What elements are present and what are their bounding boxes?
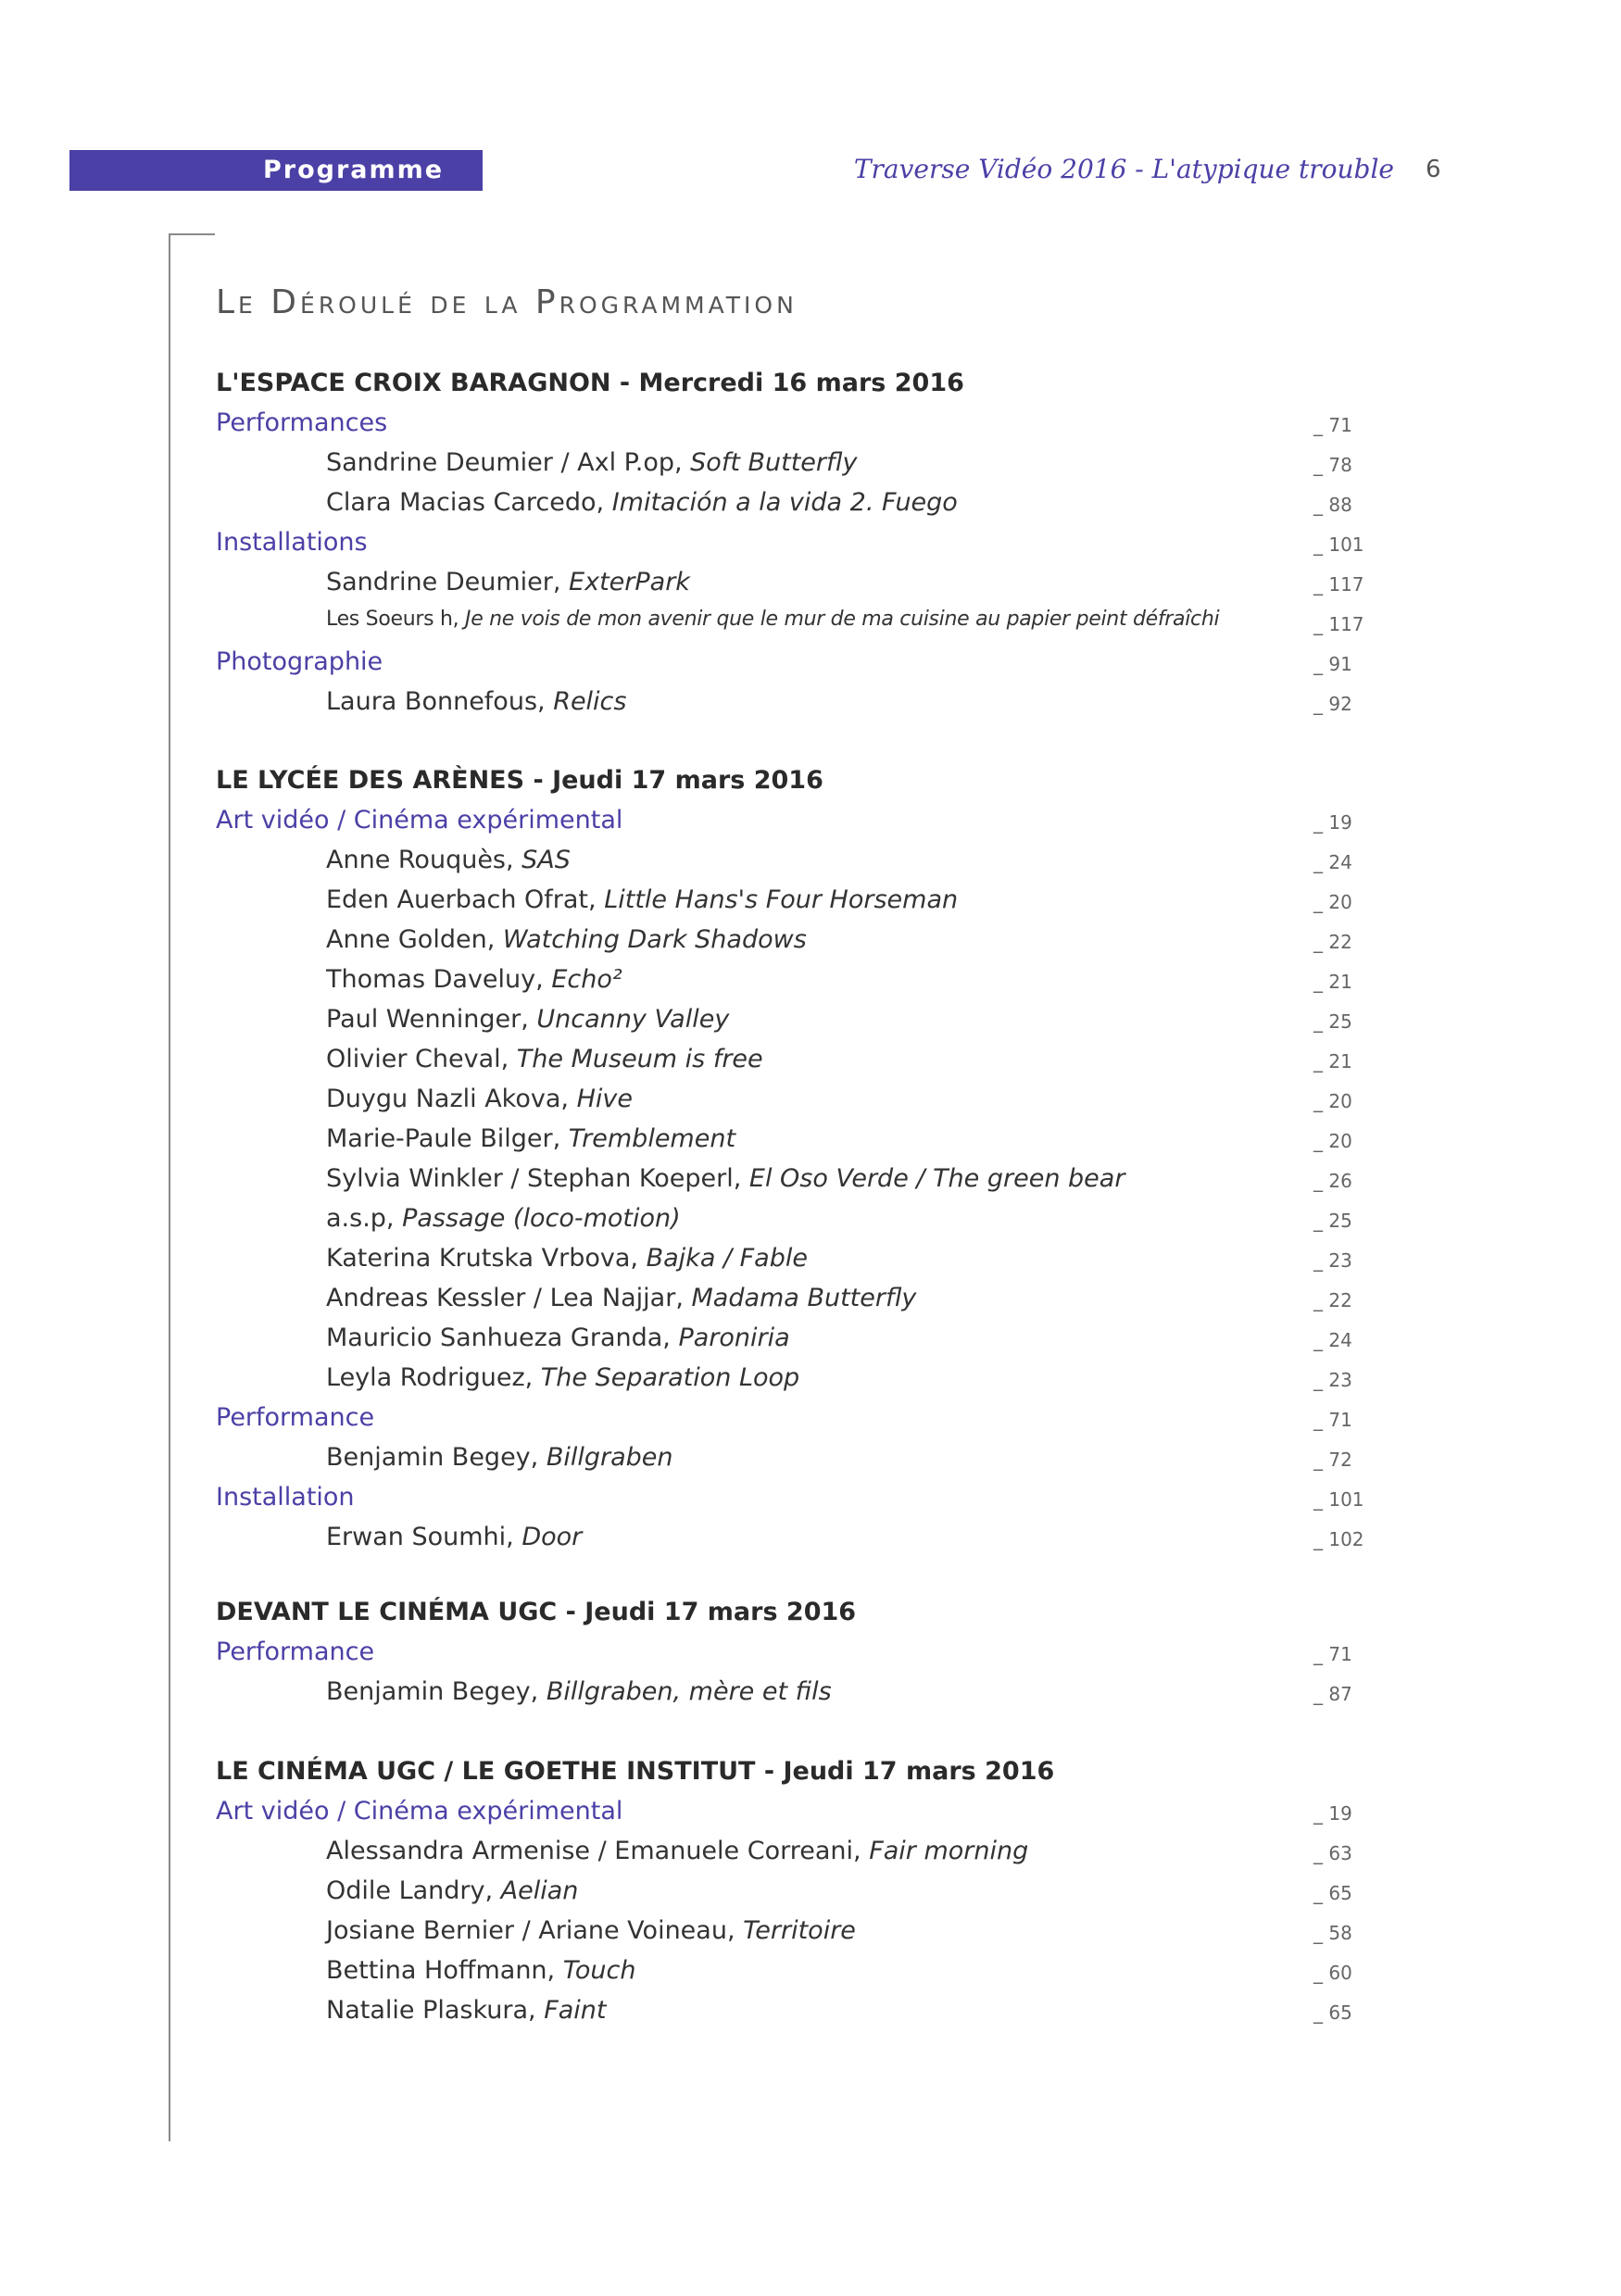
page-ref: _ 20 xyxy=(1313,1090,1352,1112)
artist-name: Mauricio Sanhueza Granda, xyxy=(326,1324,679,1352)
page-ref: _ 20 xyxy=(1313,1130,1352,1152)
entry-text xyxy=(326,1164,1125,1193)
page-ref: _ 25 xyxy=(1313,1010,1352,1033)
programme-entry xyxy=(0,1677,1621,1716)
programme-entry xyxy=(0,1523,1621,1562)
artist-name: Josiane Bernier / Ariane Voineau, xyxy=(326,1916,744,1945)
work-title: Territoire xyxy=(743,1916,856,1945)
artist-name: Sylvia Winkler / Stephan Koeperl, xyxy=(326,1164,749,1193)
work-title: Soft Butterfly xyxy=(690,448,858,477)
programme-entry xyxy=(0,1124,1621,1163)
programme-entry xyxy=(0,1876,1621,1915)
entry-text xyxy=(326,1085,633,1113)
entry-text xyxy=(326,1045,763,1073)
programme-entry xyxy=(0,1324,1621,1362)
page-ref: _ 22 xyxy=(1313,1289,1352,1311)
artist-name: Natalie Plaskura, xyxy=(326,1996,545,2025)
venue-heading xyxy=(0,1598,1621,1637)
entry-text xyxy=(326,488,958,517)
page-ref: _ 23 xyxy=(1313,1369,1352,1391)
category-heading xyxy=(0,408,1621,447)
work-title: Bajka / Fable xyxy=(646,1244,808,1273)
venue-title: LE CINÉMA UGC / LE GOETHE INSTITUT - Jeudi 17 mars 2016 xyxy=(216,1757,1055,1786)
work-title: Aelian xyxy=(500,1876,579,1905)
category-label: Art vidéo / Cinéma expérimental xyxy=(216,1797,623,1826)
page-ref: _ 24 xyxy=(1313,851,1352,873)
page-ref: _ 22 xyxy=(1313,931,1352,953)
entry-text xyxy=(326,1837,1028,1865)
page-ref: _ 63 xyxy=(1313,1842,1352,1864)
work-title: Paroniria xyxy=(678,1324,790,1352)
work-title: Passage (loco-motion) xyxy=(402,1204,681,1233)
work-title: Hive xyxy=(576,1085,633,1113)
venue-title: L'ESPACE CROIX BARAGNON - Mercredi 16 mars 2016 xyxy=(216,369,964,397)
page-ref: _ 117 xyxy=(1313,573,1364,596)
artist-name: Katerina Krutska Vrbova, xyxy=(326,1244,647,1273)
page-ref: _ 21 xyxy=(1313,1050,1352,1073)
programme-entry xyxy=(0,1443,1621,1482)
venue-heading xyxy=(0,1757,1621,1796)
programme-entry xyxy=(0,965,1621,1004)
work-title: Little Hans's Four Horseman xyxy=(604,885,959,914)
page-ref: _ 72 xyxy=(1313,1449,1352,1471)
page-ref: _ 20 xyxy=(1313,891,1352,913)
page-ref: _ 19 xyxy=(1313,1802,1352,1825)
entry-text xyxy=(326,1677,832,1706)
page-ref: _ 101 xyxy=(1313,533,1364,556)
artist-name: Leyla Rodriguez, xyxy=(326,1363,541,1392)
page-ref: _ 87 xyxy=(1313,1683,1352,1705)
programme-entry xyxy=(0,1005,1621,1044)
category-heading xyxy=(0,806,1621,845)
category-heading xyxy=(0,1403,1621,1442)
artist-name: Laura Bonnefous, xyxy=(326,687,554,716)
entry-text xyxy=(326,1363,799,1392)
venue-heading xyxy=(0,766,1621,805)
work-title: The Museum is free xyxy=(516,1045,763,1073)
category-heading xyxy=(0,647,1621,686)
entry-text xyxy=(326,608,1219,631)
entry-text xyxy=(326,1204,681,1233)
work-title: El Oso Verde / The green bear xyxy=(748,1164,1125,1193)
programme-entry xyxy=(0,448,1621,487)
programme-entry xyxy=(0,1244,1621,1283)
page-ref: _ 25 xyxy=(1313,1210,1352,1232)
entry-text xyxy=(326,885,958,914)
category-label: Performances xyxy=(216,408,388,437)
page-ref: _ 101 xyxy=(1313,1488,1364,1511)
entry-text xyxy=(326,687,626,716)
artist-name: Paul Wenninger, xyxy=(326,1005,537,1034)
work-title: Billgraben, mère et fils xyxy=(546,1677,832,1706)
artist-name: Marie-Paule Bilger, xyxy=(326,1124,569,1153)
page-ref: _ 88 xyxy=(1313,494,1352,516)
work-title: Door xyxy=(521,1523,583,1551)
category-label: Installation xyxy=(216,1483,355,1512)
category-label: Art vidéo / Cinéma expérimental xyxy=(216,806,623,834)
work-title: Billgraben xyxy=(546,1443,673,1472)
category-heading xyxy=(0,1637,1621,1676)
entry-text xyxy=(326,448,857,477)
category-label: Performance xyxy=(216,1637,375,1666)
page-ref: _ 71 xyxy=(1313,1643,1352,1665)
work-title: Imitación a la vida 2. Fuego xyxy=(611,488,958,517)
category-label: Installations xyxy=(216,528,368,557)
category-heading xyxy=(0,1797,1621,1836)
artist-name: Anne Rouquès, xyxy=(326,846,522,874)
programme-entry xyxy=(0,568,1621,607)
programme-entry xyxy=(0,1204,1621,1243)
venue-heading xyxy=(0,369,1621,408)
entry-text xyxy=(326,1996,606,2025)
category-label: Photographie xyxy=(216,647,383,676)
artist-name: Erwan Soumhi, xyxy=(326,1523,522,1551)
page-ref: _ 26 xyxy=(1313,1170,1352,1192)
programme-entry xyxy=(0,1916,1621,1955)
work-title: SAS xyxy=(521,846,571,874)
programme-entry xyxy=(0,608,1621,646)
work-title: ExterPark xyxy=(569,568,690,596)
work-title: The Separation Loop xyxy=(540,1363,800,1392)
entry-text xyxy=(326,1956,635,1985)
entry-text xyxy=(326,846,571,874)
work-title: Uncanny Valley xyxy=(536,1005,730,1034)
page-ref: _ 21 xyxy=(1313,971,1352,993)
page-ref: _ 71 xyxy=(1313,414,1352,436)
page-ref: _ 19 xyxy=(1313,811,1352,834)
artist-name: Thomas Daveluy, xyxy=(326,965,552,994)
programme-entry xyxy=(0,1284,1621,1323)
programme-entry xyxy=(0,1085,1621,1123)
artist-name: Les Soeurs h, xyxy=(326,608,465,631)
page-ref: _ 23 xyxy=(1313,1249,1352,1272)
page-ref: _ 24 xyxy=(1313,1329,1352,1351)
work-title: Madama Butterfly xyxy=(691,1284,917,1312)
artist-name: Bettina Hoffmann, xyxy=(326,1956,563,1985)
work-title: Tremblement xyxy=(568,1124,736,1153)
artist-name: Benjamin Begey, xyxy=(326,1443,547,1472)
entry-text xyxy=(326,1916,856,1945)
page-ref: _ 102 xyxy=(1313,1528,1364,1550)
page-ref: _ 71 xyxy=(1313,1409,1352,1431)
page-ref: _ 65 xyxy=(1313,1882,1352,1904)
entry-text xyxy=(326,965,622,994)
work-title: Faint xyxy=(544,1996,607,2025)
programme-entry xyxy=(0,1164,1621,1203)
work-title: Watching Dark Shadows xyxy=(502,925,807,954)
category-label: Performance xyxy=(216,1403,375,1432)
artist-name: Anne Golden, xyxy=(326,925,503,954)
artist-name: Andreas Kessler / Lea Najjar, xyxy=(326,1284,692,1312)
category-heading xyxy=(0,528,1621,567)
programme-entry xyxy=(0,1996,1621,2035)
section-tab: Programme xyxy=(69,150,483,191)
running-title: Traverse Vidéo 2016 - L'atypique trouble xyxy=(853,154,1394,184)
artist-name: Sandrine Deumier, xyxy=(326,568,570,596)
page-ref: _ 78 xyxy=(1313,454,1352,476)
page-ref: _ 60 xyxy=(1313,1962,1352,1984)
corner-rule xyxy=(169,233,215,235)
artist-name: Clara Macias Carcedo, xyxy=(326,488,612,517)
page-ref: _ 58 xyxy=(1313,1922,1352,1944)
work-title: Relics xyxy=(553,687,627,716)
venue-title: LE LYCÉE DES ARÈNES - Jeudi 17 mars 2016 xyxy=(216,766,823,795)
artist-name: Odile Landry, xyxy=(326,1876,501,1905)
page-ref: _ 91 xyxy=(1313,653,1352,675)
venue-title: DEVANT LE CINÉMA UGC - Jeudi 17 mars 2016 xyxy=(216,1598,857,1626)
page-title: Le Déroulé de la Programmation xyxy=(216,283,798,321)
programme-entry xyxy=(0,1363,1621,1402)
artist-name: Sandrine Deumier / Axl P.op, xyxy=(326,448,691,477)
entry-text xyxy=(326,925,807,954)
entry-text xyxy=(326,1005,729,1034)
page-number: 6 xyxy=(1426,156,1441,183)
entry-text xyxy=(326,1244,808,1273)
page-ref: _ 92 xyxy=(1313,693,1352,715)
entry-text xyxy=(326,1324,790,1352)
page-ref: _ 65 xyxy=(1313,2001,1352,2024)
programme-entry xyxy=(0,1045,1621,1084)
work-title: Fair morning xyxy=(869,1837,1029,1865)
entry-text xyxy=(326,1124,735,1153)
entry-text xyxy=(326,568,690,596)
programme-entry xyxy=(0,1837,1621,1876)
work-title: Echo² xyxy=(551,965,622,994)
category-heading xyxy=(0,1483,1621,1522)
programme-entry xyxy=(0,1956,1621,1995)
programme-entry xyxy=(0,925,1621,964)
entry-text xyxy=(326,1443,673,1472)
programme-entry xyxy=(0,846,1621,885)
artist-name: Olivier Cheval, xyxy=(326,1045,517,1073)
entry-text xyxy=(326,1523,582,1551)
programme-entry xyxy=(0,885,1621,924)
artist-name: Alessandra Armenise / Emanuele Correani, xyxy=(326,1837,870,1865)
page-ref: _ 117 xyxy=(1313,613,1364,635)
entry-text xyxy=(326,1284,916,1312)
artist-name: Eden Auerbach Ofrat, xyxy=(326,885,605,914)
artist-name: Duygu Nazli Akova, xyxy=(326,1085,577,1113)
artist-name: Benjamin Begey, xyxy=(326,1677,547,1706)
work-title: Je ne vois de mon avenir que le mur de ma cuisine au papier peint défraîchi xyxy=(465,608,1220,631)
programme-entry xyxy=(0,488,1621,527)
entry-text xyxy=(326,1876,578,1905)
artist-name: a.s.p, xyxy=(326,1204,403,1233)
work-title: Touch xyxy=(562,1956,636,1985)
programme-entry xyxy=(0,687,1621,726)
